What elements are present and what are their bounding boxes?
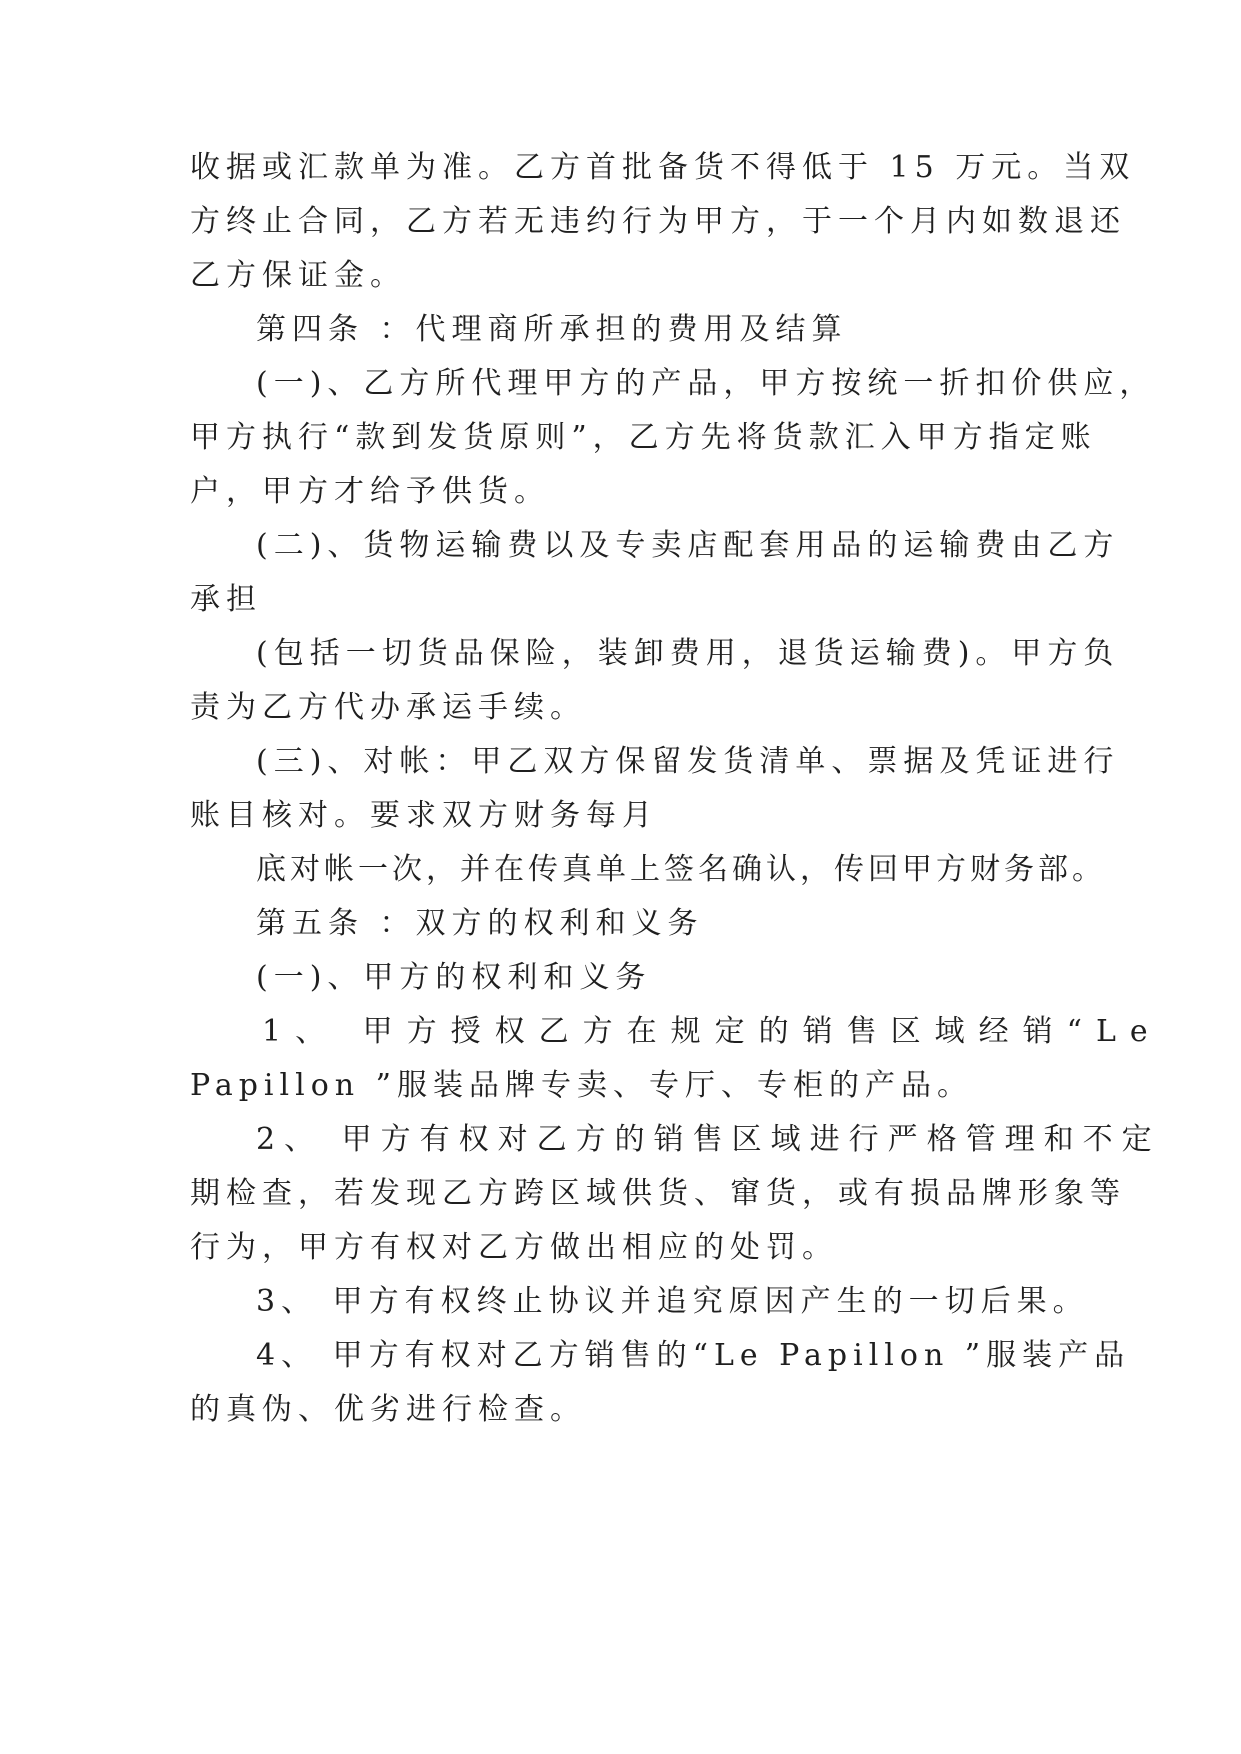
text-line-21: 行为，甲方有权对乙方做出相应的处罚。 <box>190 1230 838 1265</box>
text-line-3: 乙方保证金。 <box>190 258 406 293</box>
text-line-10: (包括一切货品保险，装卸费用，退货运输费)。甲方负 <box>256 636 1120 671</box>
text-line-23: 4、 甲方有权对乙方销售的“Le Papillon ”服装产品 <box>256 1338 1131 1373</box>
text-line-1: 收据或汇款单为准。乙方首批备货不得低于 15 万元。当双 <box>190 150 1136 185</box>
text-line-2: 方终止合同，乙方若无违约行为甲方，于一个月内如数退还 <box>190 204 1126 239</box>
text-line-14: 底对帐一次，并在传真单上签名确认，传回甲方财务部。 <box>256 852 1106 887</box>
text-line-5: (一)、乙方所代理甲方的产品，甲方按统一折扣价供应， <box>256 366 1156 401</box>
text-line-17: 1、 甲方授权乙方在规定的销售区域经销“Le <box>262 1014 1162 1049</box>
text-line-11: 责为乙方代办承运手续。 <box>190 690 586 725</box>
text-line-22: 3、 甲方有权终止协议并追究原因产生的一切后果。 <box>256 1284 1089 1319</box>
text-line-12: (三)、对帐：甲乙双方保留发货清单、票据及凭证进行 <box>256 744 1120 779</box>
text-line-20: 期检查，若发现乙方跨区域供货、窜货，或有损品牌形象等 <box>190 1176 1126 1211</box>
text-line-7: 户，甲方才给予供货。 <box>190 474 550 509</box>
text-line-9: 承担 <box>190 582 262 617</box>
text-line-19: 2、 甲方有权对乙方的销售区域进行严格管理和不定 <box>256 1122 1161 1157</box>
text-line-6: 甲方执行“款到发货原则”，乙方先将货款汇入甲方指定账 <box>190 420 1097 455</box>
section-heading-article-5: 第五条 ：双方的权利和义务 <box>256 906 704 941</box>
text-line-8: (二)、货物运输费以及专卖店配套用品的运输费由乙方 <box>256 528 1120 563</box>
text-line-16: (一)、甲方的权利和义务 <box>256 960 652 995</box>
text-line-18: Papillon ”服装品牌专卖、专厅、专柜的产品。 <box>190 1068 973 1103</box>
text-line-13: 账目核对。要求双方财务每月 <box>190 798 658 833</box>
section-heading-article-4: 第四条 ：代理商所承担的费用及结算 <box>256 312 848 347</box>
text-line-24: 的真伪、优劣进行检查。 <box>190 1392 586 1427</box>
